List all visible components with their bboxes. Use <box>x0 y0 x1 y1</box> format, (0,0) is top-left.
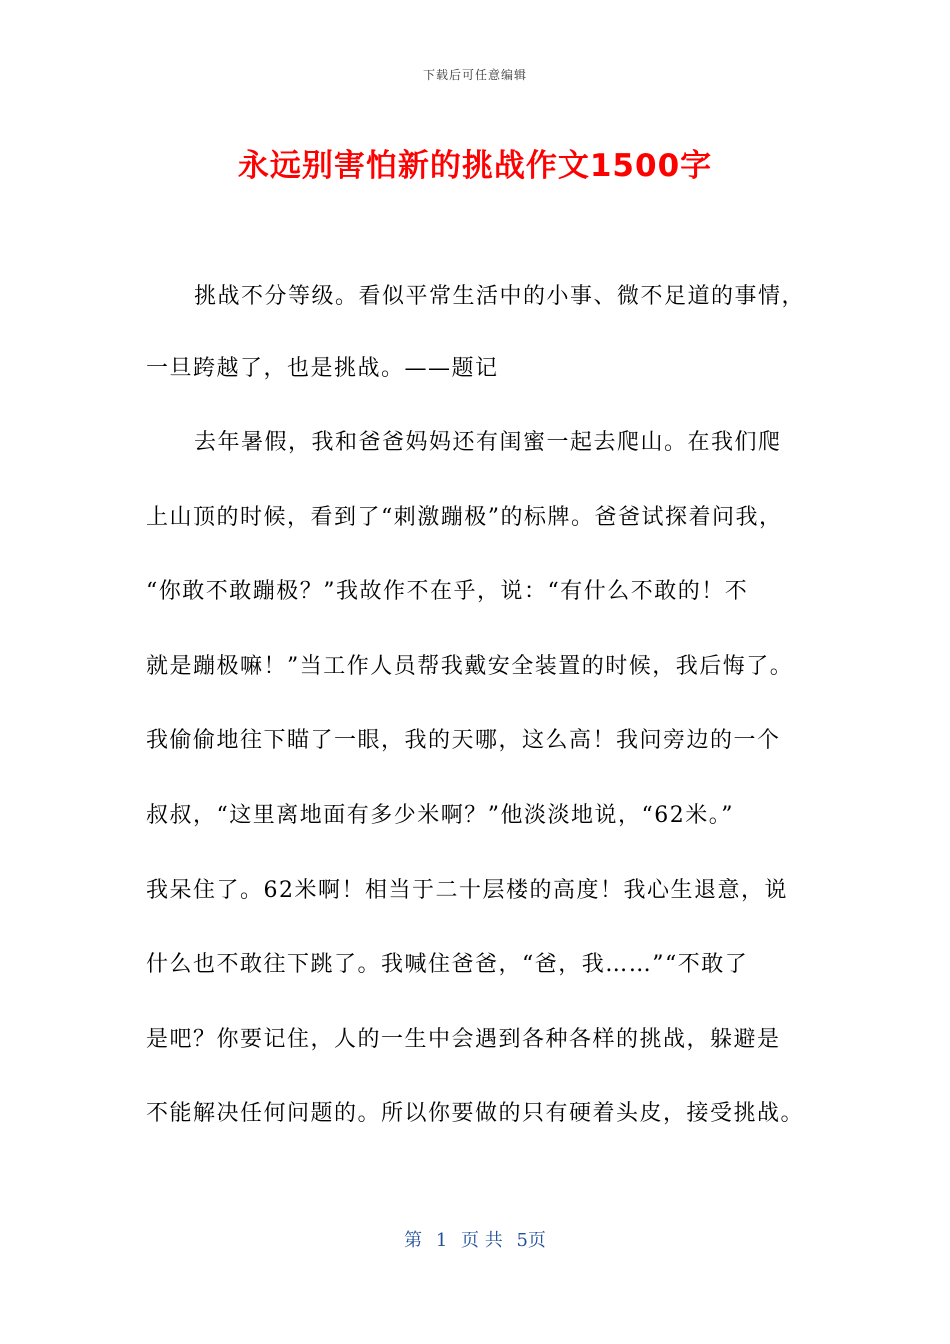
paragraph-line: 什么也不敢往下跳了。我喊住爸爸，“爸，我……”“不敢了 <box>146 952 749 977</box>
document-title: 永远别害怕新的挑战作文1500字 <box>237 148 713 184</box>
paragraph-line: 叔叔，“这里离地面有多少米啊？”他淡淡地说，“62米。” <box>146 803 734 828</box>
paragraph-line: 是吧？你要记住，人的一生中会遇到各种各样的挑战，躲避是 <box>146 1027 781 1052</box>
paragraph-line: 不能解决任何问题的。所以你要做的只有硬着头皮，接受挑战。 <box>146 1101 805 1126</box>
paragraph-line: 挑战不分等级。看似平常生活中的小事、微不足道的事情， <box>194 284 806 309</box>
footer-page-number: 1 <box>435 1230 448 1251</box>
paragraph-line: “你敢不敢蹦极？”我故作不在乎，说：“有什么不敢的！不 <box>146 579 749 604</box>
footer-prefix: 第 <box>404 1230 423 1251</box>
paragraph-line: 上山顶的时候，看到了“刺激蹦极”的标牌。爸爸试探着问我， <box>146 505 783 530</box>
footer-middle: 页 共 <box>461 1230 503 1251</box>
page-footer <box>0 1226 950 1252</box>
header-note: 下载后可任意编辑 <box>422 68 527 82</box>
paragraph-line: 去年暑假，我和爸爸妈妈还有闺蜜一起去爬山。在我们爬 <box>194 430 782 455</box>
paragraph-line: 我呆住了。62米啊！相当于二十层楼的高度！我心生退意，说 <box>146 878 788 903</box>
paragraph-line: 一旦跨越了，也是挑战。——题记 <box>146 356 499 381</box>
paragraph-line: 我偷偷地往下瞄了一眼，我的天哪，这么高！我问旁边的一个 <box>146 728 781 753</box>
paragraph-line: 就是蹦极嘛！”当工作人员帮我戴安全装置的时候，我后悔了。 <box>146 654 794 679</box>
footer-total: 5页 <box>516 1230 546 1251</box>
